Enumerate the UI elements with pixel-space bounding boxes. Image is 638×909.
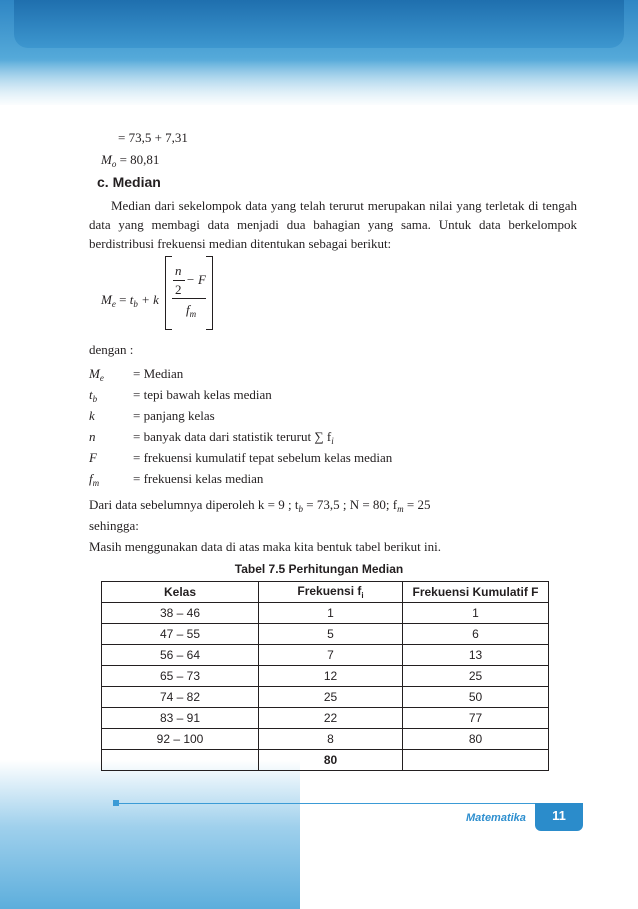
- header-kumulatif: Frekuensi Kumulatif F: [403, 582, 549, 603]
- footer-gradient: [0, 760, 300, 909]
- table-total-row: [102, 750, 549, 771]
- known-sub-b: b: [298, 504, 303, 514]
- def-text-f: = frekuensi kumulatif tepat sebelum kelas median: [133, 450, 393, 465]
- formula-equals: =: [119, 292, 127, 307]
- cell-kelas: 92 – 100: [102, 729, 259, 750]
- def-text-me: = Median: [133, 366, 184, 381]
- formula-two: 2: [175, 282, 182, 297]
- formula-f-sub: m: [189, 309, 197, 319]
- formula-fm: [186, 302, 196, 319]
- formula-t: t: [129, 292, 134, 307]
- def-text-fm: = frekuensi kelas median: [133, 471, 264, 486]
- equation-line-1: = 73,5 + 7,31: [118, 130, 188, 145]
- header-frekuensi-label: Frekuensi f: [297, 584, 362, 598]
- cell-frek: 7: [259, 645, 403, 666]
- total-empty-1: [102, 750, 259, 771]
- table-row: [102, 666, 549, 687]
- bracket-left: [165, 256, 172, 330]
- table-row: [102, 645, 549, 666]
- header-tab: [14, 0, 624, 48]
- cell-kum: 1: [403, 603, 549, 624]
- def-text-n: [133, 429, 334, 446]
- section-title: c. Median: [97, 174, 161, 190]
- def-symbol-tb: [89, 387, 97, 404]
- table-row: [102, 687, 549, 708]
- def-text-sub: i: [331, 436, 334, 446]
- table-caption: Tabel 7.5 Perhitungan Median: [234, 562, 404, 576]
- cell-frek: 8: [259, 729, 403, 750]
- dengan-label: dengan :: [89, 342, 134, 357]
- def-symbol-n: n: [89, 429, 96, 444]
- cell-frek: 25: [259, 687, 403, 708]
- cell-kum: 6: [403, 624, 549, 645]
- fraction-bar-small: [173, 280, 185, 281]
- cell-kum: 13: [403, 645, 549, 666]
- cell-kelas: 56 – 64: [102, 645, 259, 666]
- total-empty-2: [403, 750, 549, 771]
- table-row: [102, 624, 549, 645]
- header-banner: [0, 0, 638, 105]
- formula-plus-k: + k: [141, 292, 159, 307]
- def-text-tb: = tepi bawah kelas median: [133, 387, 272, 402]
- table-header-row: [102, 582, 549, 603]
- header-kelas: Kelas: [102, 582, 259, 603]
- footer-book-title: Matematika: [466, 812, 526, 824]
- def-sym: t: [89, 387, 93, 402]
- next-line: Masih menggunakan data di atas maka kita bentuk tabel berikut ini.: [89, 539, 441, 554]
- known-part-1: Dari data sebelumnya diperoleh k = 9 ; t: [89, 497, 299, 512]
- formula-f: f: [186, 302, 190, 317]
- table-row: [102, 708, 549, 729]
- known-sub-m: m: [397, 504, 404, 514]
- equation-line-2: [101, 152, 159, 169]
- formula-m-sub: e: [111, 299, 116, 309]
- footer-line: [118, 803, 548, 804]
- sehingga-line: sehingga:: [89, 518, 139, 533]
- def-symbol-me: [89, 366, 104, 383]
- known-part-2: = 73,5 ; N = 80; f: [303, 497, 398, 512]
- total-frekuensi: 80: [259, 750, 403, 771]
- mode-subscript: o: [111, 159, 117, 169]
- def-symbol-fm: [89, 471, 99, 488]
- mode-symbol: M: [101, 152, 112, 167]
- cell-frek: 12: [259, 666, 403, 687]
- cell-kum: 77: [403, 708, 549, 729]
- table-row: [102, 729, 549, 750]
- cell-frek: 1: [259, 603, 403, 624]
- cell-kelas: 47 – 55: [102, 624, 259, 645]
- def-sym: f: [89, 471, 93, 486]
- header-frekuensi-sub: i: [361, 591, 364, 600]
- cell-kelas: 83 – 91: [102, 708, 259, 729]
- cell-frek: 22: [259, 708, 403, 729]
- def-symbol-f: F: [89, 450, 97, 465]
- cell-kum: 50: [403, 687, 549, 708]
- formula-n: n: [175, 263, 182, 278]
- def-sym: M: [89, 366, 100, 381]
- cell-kelas: 38 – 46: [102, 603, 259, 624]
- cell-kelas: 65 – 73: [102, 666, 259, 687]
- formula-t-sub: b: [133, 299, 138, 309]
- formula-m: M: [101, 292, 112, 307]
- header-frekuensi: [259, 582, 403, 603]
- def-sub: e: [99, 373, 104, 383]
- cell-kum: 80: [403, 729, 549, 750]
- median-table: [101, 581, 549, 771]
- def-sub: m: [92, 478, 100, 488]
- intro-paragraph: Median dari sekelompok data yang telah terurut merupakan nilai yang terletak di tengah data yang membagi data menjadi dua bahagian yang sama. Untuk data berkelompok berdistribusi frekuensi median ditentukan sebagai berikut:: [89, 198, 577, 251]
- cell-kum: 25: [403, 666, 549, 687]
- def-symbol-k: k: [89, 408, 95, 423]
- header-fade: [0, 60, 638, 108]
- known-part-3: = 25: [403, 497, 431, 512]
- def-text-k: = panjang kelas: [133, 408, 215, 423]
- cell-frek: 5: [259, 624, 403, 645]
- cell-kelas: 74 – 82: [102, 687, 259, 708]
- table-row: [102, 603, 549, 624]
- known-values-line: [89, 497, 430, 514]
- page-number: 11: [535, 803, 583, 831]
- bracket-right: [206, 256, 213, 330]
- fraction-bar: [172, 298, 206, 299]
- formula-lhs: [101, 292, 159, 309]
- def-text: = banyak data dari statistik terurut ∑ f: [133, 429, 332, 444]
- def-sub: b: [92, 394, 98, 404]
- formula-minus-f: − F: [186, 272, 206, 287]
- mode-value: = 80,81: [119, 152, 160, 167]
